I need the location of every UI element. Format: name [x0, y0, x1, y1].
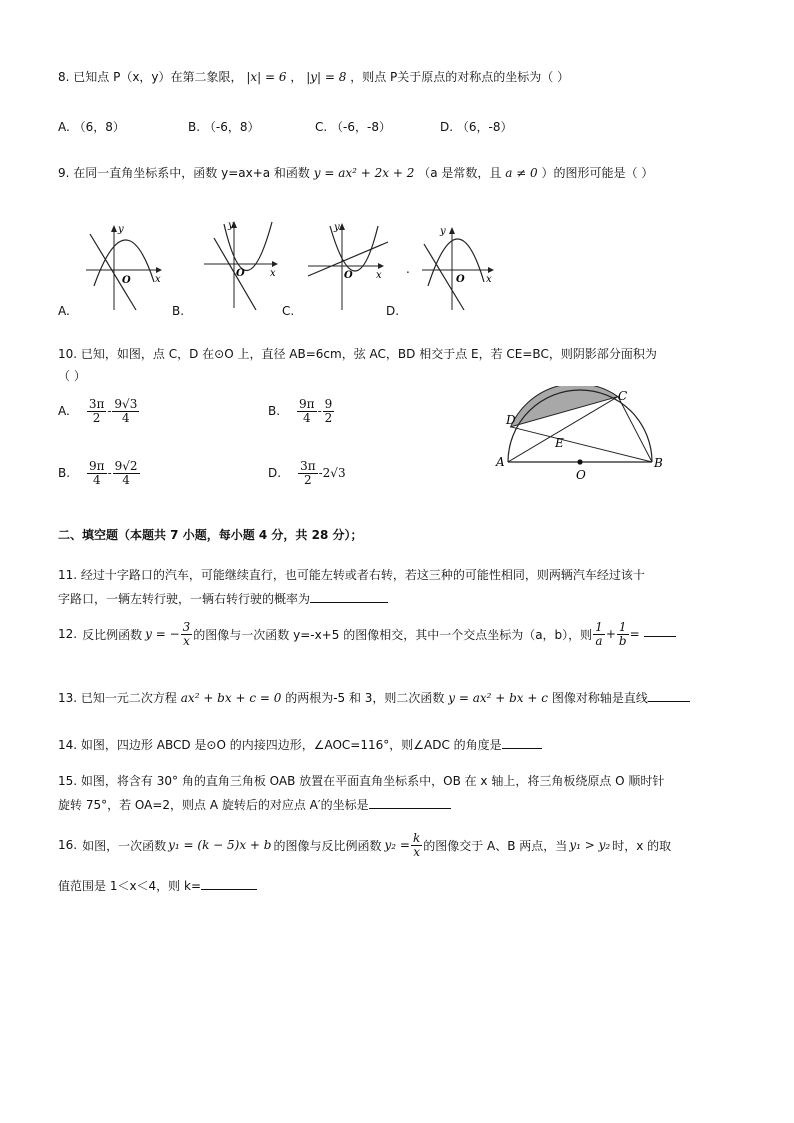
question-10 — [58, 345, 657, 362]
q10-option-c — [58, 460, 141, 486]
q15-line1: 如图，将含有 30° 角的直角三角板 OAB 放置在平面直角坐标系中，OB 在 x 轴上，将三角板绕原点 O 顺时针 — [80, 774, 665, 788]
frac-denominator: 2 — [304, 472, 312, 487]
question-14 — [58, 736, 542, 753]
frac-denominator: 2 — [92, 410, 101, 425]
plus-sign: + — [605, 627, 616, 642]
q14-number: 14. — [58, 738, 78, 752]
origin-label: O — [456, 274, 465, 285]
q8-option-text: （-6，8） — [203, 120, 260, 134]
q9-label-b: B. — [172, 304, 185, 318]
point-b-label: B — [654, 456, 663, 470]
frac-numerator: 9√3 — [114, 397, 138, 411]
q8-option-text: （6，-8） — [456, 120, 513, 134]
q14-text: 如图，四边形 ABCD 是⊙O 的内接四边形，∠AOC=116°，则∠ADC 的角度是 — [80, 738, 502, 752]
chord-bd — [511, 427, 652, 462]
q10-option-label: B. — [58, 466, 71, 481]
frac-denominator: b — [618, 633, 627, 648]
q8-text-before: 已知点 P（x，y）在第二象限， — [73, 70, 243, 84]
q13-text-before: 已知一元二次方程 — [80, 691, 177, 705]
axis-y-label: y — [440, 226, 446, 237]
frac-numerator: 1 — [595, 620, 603, 634]
q8-number: 8. — [58, 70, 70, 84]
q12-text-mid: 的图像与一次函数 y=-x+5 的图像相交，其中一个交点坐标为（a，b），则 — [193, 627, 593, 642]
point-d-label: D — [506, 413, 516, 427]
q8-option-label: C. — [315, 120, 328, 134]
q8-sep: ， — [290, 70, 303, 84]
q10-figure — [494, 386, 666, 482]
q8-option-b — [188, 118, 259, 135]
origin-label: O — [236, 268, 245, 279]
question-11-line1 — [58, 566, 645, 583]
q13-number: 13. — [58, 691, 78, 705]
question-15-line2 — [58, 796, 451, 813]
q13-text-after: 图像对称轴是直线 — [551, 691, 648, 705]
q9-graph-b — [200, 218, 282, 312]
q15-number: 15. — [58, 774, 78, 788]
q13-eq2: y = ax² + bx + c — [448, 691, 548, 705]
frac-numerator: 9π — [299, 397, 315, 411]
q8-option-c — [315, 118, 391, 135]
minus-sign: - — [317, 404, 322, 419]
answer-blank[interactable] — [369, 808, 451, 809]
q16-line2: 值范围是 1＜x＜4，则 k= — [58, 879, 202, 893]
q9-formula: y = ax² + 2x + 2 — [313, 166, 415, 180]
frac-numerator: 1 — [617, 621, 629, 635]
frac-denominator: 4 — [92, 472, 101, 487]
q12-lhs: y = − — [145, 627, 180, 642]
q9-number: 9. — [58, 166, 70, 180]
q16-number: 16. — [58, 838, 78, 853]
minus-sign: - — [107, 466, 112, 481]
axis-y-label: y — [228, 220, 234, 231]
axis-x-label: x — [376, 270, 382, 281]
q8-option-label: A. — [58, 120, 70, 134]
q11-line1: 经过十字路口的汽车，可能继续直行，也可能左转或者右转，若这三种的可能性相同，则两辆汽车经过该十 — [80, 568, 645, 582]
q12-number: 12. — [58, 627, 78, 642]
q9-label-a: A. — [58, 304, 70, 318]
q16-text-after: 时，x 的取 — [612, 838, 672, 853]
point-c-label: C — [618, 389, 628, 403]
q8-option-label: B. — [188, 120, 201, 134]
q10-option-a — [58, 398, 140, 424]
question-8 — [58, 68, 569, 85]
point-o-label: O — [576, 468, 586, 482]
axis-y-label: y — [118, 224, 124, 235]
frac-numerator: k — [412, 831, 421, 845]
q9-graph-d — [418, 224, 500, 312]
q9-text-before: 在同一直角坐标系中，函数 y=ax+a 和函数 — [73, 166, 310, 180]
frac-denominator: 2 — [324, 410, 333, 425]
frac-numerator: 9√2 — [114, 459, 138, 473]
frac-numerator: 3 — [182, 620, 191, 634]
q9-label-c: C. — [282, 304, 295, 318]
q8-option-a — [58, 118, 125, 135]
axis-x-label: x — [486, 274, 492, 285]
answer-blank[interactable] — [201, 889, 257, 890]
question-13 — [58, 689, 690, 706]
q8-option-label: D. — [440, 120, 454, 134]
equals-sign: = — [629, 627, 640, 642]
chord-bc — [618, 397, 652, 462]
minus-sign: - — [318, 466, 323, 481]
q12-text-before: 反比例函数 — [82, 627, 143, 642]
origin-label: O — [344, 270, 353, 281]
frac-numerator: 3π — [300, 459, 316, 473]
axis-y-label: y — [334, 222, 340, 233]
q16-text-mid2: 的图像交于 A、B 两点，当 — [423, 838, 568, 853]
q16-y2: y₂ = — [384, 838, 410, 853]
q9-text-after: （a 是常数，且 — [418, 166, 502, 180]
answer-blank[interactable] — [310, 602, 388, 603]
q8-text-after: ，则点 P关于原点的对称点的坐标为（ ） — [350, 70, 570, 84]
q9-graph-c — [304, 220, 392, 312]
frac-denominator: x — [413, 844, 420, 859]
answer-blank[interactable] — [644, 636, 676, 637]
q13-eq1: ax² + bx + c = 0 — [180, 691, 282, 705]
q10-number: 10. — [58, 347, 78, 361]
question-12 — [58, 621, 676, 647]
minus-sign: - — [107, 404, 112, 419]
origin-label: O — [122, 275, 131, 286]
q16-text-before: 如图，一次函数 — [82, 838, 167, 853]
q9-label-d: D. — [386, 304, 400, 318]
q10-option-label: D. — [268, 466, 282, 481]
q10-option-b — [268, 398, 335, 424]
q9-condition: a ≠ 0 — [505, 166, 538, 180]
q8-option-d — [440, 118, 513, 135]
q16-eq1: y₁ = (k − 5)x + b — [168, 838, 272, 853]
q13-text-mid: 的两根为-5 和 3，则二次函数 — [285, 691, 445, 705]
q16-condition: y₁ > y₂ — [569, 838, 611, 853]
q8-abs-y: |y| = 8 — [306, 70, 347, 84]
axis-x-label: x — [155, 274, 161, 285]
point-a-label: A — [496, 455, 505, 469]
question-11-line2 — [58, 590, 388, 607]
q15-line2: 旋转 75°，若 OA=2，则点 A 旋转后的对应点 A′的坐标是 — [58, 798, 369, 812]
frac-numerator: 3π — [88, 397, 105, 411]
question-15-line1 — [58, 772, 664, 789]
frac-denominator: 4 — [302, 410, 311, 425]
question-16-line1 — [58, 832, 671, 858]
frac-denominator: 4 — [122, 410, 130, 425]
question-16-line2 — [58, 877, 257, 894]
q8-abs-x: |x| = 6 — [246, 70, 287, 84]
q10-option-label: B. — [268, 404, 281, 419]
q10-paren: （ ） — [58, 369, 86, 383]
q16-text-mid: 的图像与反比例函数 — [273, 838, 382, 853]
q10-text: 已知，如图，点 C，D 在⊙O 上，直径 AB=6cm，弦 AC，BD 相交于点 E，若 CE=BC，则阴影部分面积为 — [80, 347, 657, 361]
answer-blank[interactable] — [502, 748, 542, 749]
q11-number: 11. — [58, 568, 78, 582]
center-point — [577, 459, 582, 464]
q9-dot: . — [406, 262, 410, 276]
frac-denominator: a — [595, 633, 603, 648]
question-9 — [58, 164, 653, 181]
q11-line2: 字路口，一辆左转行驶，一辆右转行驶的概率为 — [58, 592, 311, 606]
q8-option-text: （6，8） — [73, 120, 125, 134]
axis-x-label: x — [270, 268, 276, 279]
q10-option-d-tail: 2√3 — [322, 466, 346, 481]
q9-graph-a — [82, 222, 164, 312]
frac-denominator: 4 — [122, 472, 130, 487]
frac-denominator: x — [183, 633, 190, 648]
q9-text-end: ）的图形可能是（ ） — [541, 166, 654, 180]
q10-option-d — [268, 460, 346, 486]
point-e-label: E — [555, 436, 564, 450]
section-2-title: 二、填空题（本题共 7 小题，每小题 4 分，共 28 分）； — [58, 528, 363, 542]
q8-option-text: （-6，-8） — [331, 120, 391, 134]
answer-blank[interactable] — [648, 701, 690, 702]
q10-option-label: A. — [58, 404, 70, 419]
frac-numerator: 9 — [324, 397, 333, 411]
frac-numerator: 9π — [89, 459, 105, 473]
